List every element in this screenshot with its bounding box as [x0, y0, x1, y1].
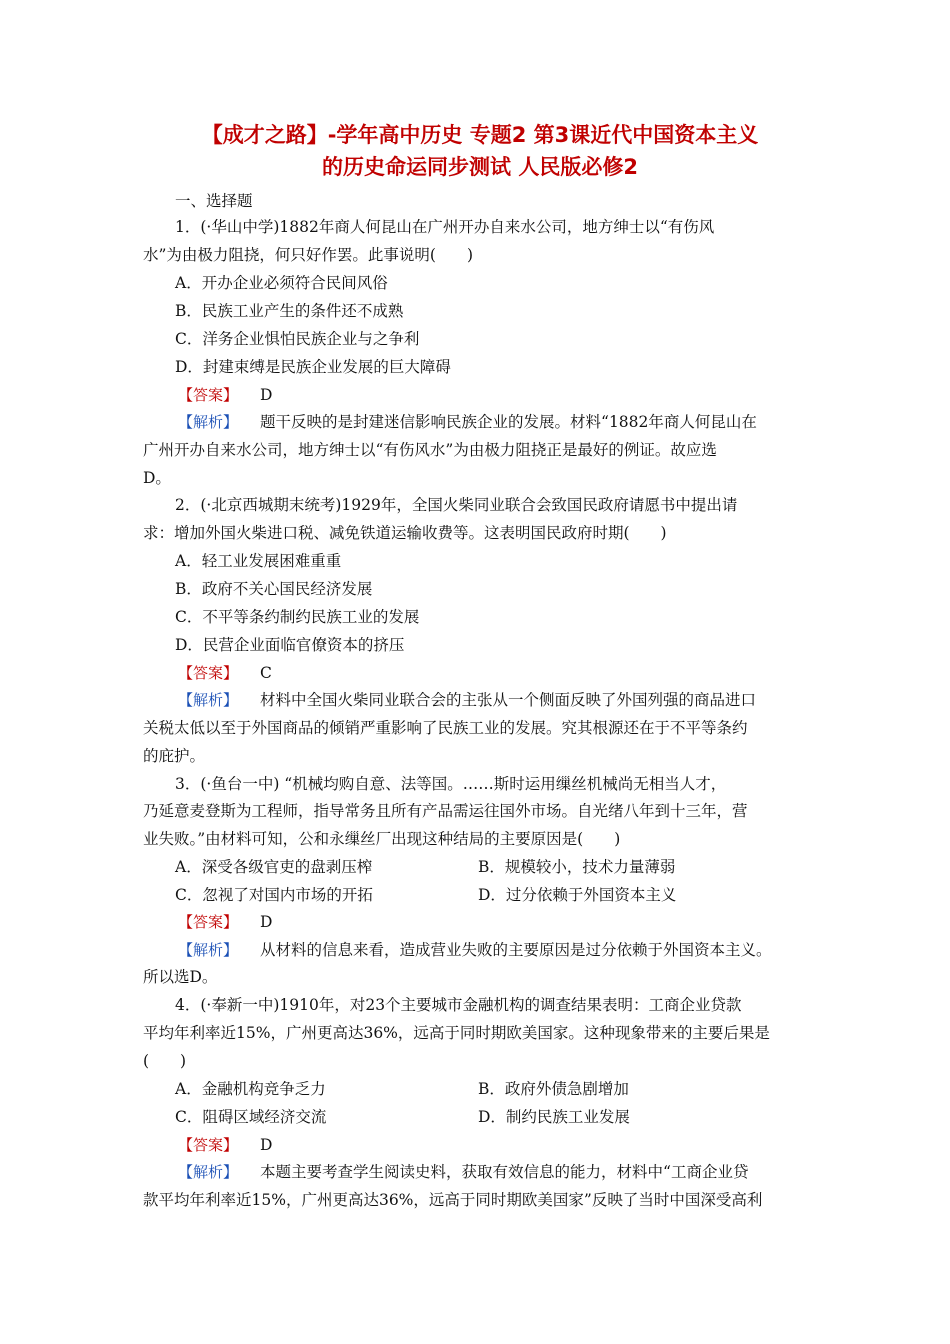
q4-option-d: D．制约民族工业发展 — [478, 1108, 630, 1126]
q4-option-a: A．金融机构竞争乏力 — [175, 1080, 326, 1098]
q4-stem-line-2: 平均年利率近15%，广州更高达36%，远高于同时期欧美国家。这种现象带来的主要后果是 — [143, 1024, 770, 1042]
q3-answer-value: D — [260, 913, 273, 931]
q1-option-b: B．民族工业产生的条件还不成熟 — [175, 302, 404, 320]
q4-stem-line-3: ( ) — [143, 1052, 187, 1070]
explanation-label: 【解析】 — [178, 941, 239, 959]
document-title-line-1: 【成才之路】-学年高中历史 专题2 第3课近代中国资本主义 — [201, 123, 759, 147]
q2-option-d: D．民营企业面临官僚资本的挤压 — [175, 636, 405, 654]
q4-answer-value: D — [260, 1136, 273, 1154]
q4-explanation-line-1 — [178, 1161, 748, 1183]
q3-option-a: A．深受各级官吏的盘剥压榨 — [175, 858, 373, 876]
q1-explanation-line-2: 广州开办自来水公司，地方绅士以“有伤风水”为由极力阻挠正是最好的例证。故应选 — [143, 441, 717, 459]
document-title-line-2: 的历史命运同步测试 人民版必修2 — [322, 155, 638, 179]
q3-explanation-line-1 — [178, 939, 772, 961]
q4-option-c: C．阻碍区域经济交流 — [175, 1108, 327, 1126]
q2-option-a: A．轻工业发展困难重重 — [175, 552, 342, 570]
explanation-label: 【解析】 — [178, 691, 239, 709]
explanation-label: 【解析】 — [178, 413, 239, 431]
q3-stem-line-3: 业失败。”由材料可知，公和永缫丝厂出现这种结局的主要原因是( ) — [143, 830, 621, 848]
q2-explanation-line-2: 关税太低以至于外国商品的倾销严重影响了民族工业的发展。究其根源还在于不平等条约 — [143, 719, 748, 737]
q1-option-a: A．开办企业必须符合民间风俗 — [175, 274, 388, 292]
q4-explanation-text: 本题主要考查学生阅读史料，获取有效信息的能力，材料中“工商企业贷 — [260, 1163, 749, 1181]
q3-explanation-line-2: 所以选D。 — [143, 968, 218, 986]
q2-explanation-text: 材料中全国火柴同业联合会的主张从一个侧面反映了外国列强的商品进口 — [260, 691, 757, 709]
q4-stem-line-1: 4．(·奉新一中)1910年，对23个主要城市金融机构的调查结果表明：工商企业贷款 — [175, 996, 742, 1014]
section-heading: 一、选择题 — [175, 192, 253, 210]
q1-answer-row — [178, 384, 272, 406]
q1-answer-value: D — [260, 386, 273, 404]
answer-label: 【答案】 — [178, 664, 239, 682]
q4-answer-row — [178, 1134, 272, 1156]
q1-stem-line-2: 水”为由极力阻挠，何只好作罢。此事说明( ) — [143, 246, 474, 264]
q2-option-c: C．不平等条约制约民族工业的发展 — [175, 608, 420, 626]
q1-explanation-line-3: D。 — [143, 469, 171, 487]
q4-explanation-line-2: 款平均年利率近15%，广州更高达36%，远高于同时期欧美国家”反映了当时中国深受高利 — [143, 1191, 763, 1209]
q2-explanation-line-3: 的庇护。 — [143, 747, 206, 765]
q1-stem-line-1: 1．(·华山中学)1882年商人何昆山在广州开办自来水公司，地方绅士以“有伤风 — [175, 218, 715, 236]
q4-option-b: B．政府外债急剧增加 — [478, 1080, 629, 1098]
q3-option-c: C．忽视了对国内市场的开拓 — [175, 886, 373, 904]
q1-explanation-line-1 — [178, 411, 757, 433]
q2-option-b: B．政府不关心国民经济发展 — [175, 580, 373, 598]
q2-explanation-line-1 — [178, 689, 756, 711]
answer-label: 【答案】 — [178, 386, 239, 404]
q3-stem-line-2: 乃延意麦登斯为工程师，指导常务且所有产品需运往国外市场。自光绪八年到十三年，营 — [143, 802, 748, 820]
q1-option-d: D．封建束缚是民族企业发展的巨大障碍 — [175, 358, 451, 376]
q3-explanation-text: 从材料的信息来看，造成营业失败的主要原因是过分依赖于外国资本主义。 — [260, 941, 772, 959]
explanation-label: 【解析】 — [178, 1163, 239, 1181]
q3-answer-row — [178, 911, 272, 933]
answer-label: 【答案】 — [178, 1136, 239, 1154]
q2-stem-line-2: 求：增加外国火柴进口税、减免铁道运输收费等。这表明国民政府时期( ) — [143, 524, 667, 542]
q2-answer-row — [178, 662, 272, 684]
q2-answer-value: C — [260, 664, 272, 682]
answer-label: 【答案】 — [178, 913, 239, 931]
q1-option-c: C．洋务企业惧怕民族企业与之争利 — [175, 330, 420, 348]
q3-stem-line-1: 3．(·鱼台一中) “机械均购自意、法等国。……斯时运用缫丝机械尚无相当人才， — [175, 775, 727, 793]
q3-option-b: B．规模较小，技术力量薄弱 — [478, 858, 676, 876]
q2-stem-line-1: 2．(·北京西城期末统考)1929年，全国火柴同业联合会致国民政府请愿书中提出请 — [175, 496, 738, 514]
q3-option-d: D．过分依赖于外国资本主义 — [478, 886, 677, 904]
q1-explanation-text: 题干反映的是封建迷信影响民族企业的发展。材料“1882年商人何昆山在 — [260, 413, 757, 431]
